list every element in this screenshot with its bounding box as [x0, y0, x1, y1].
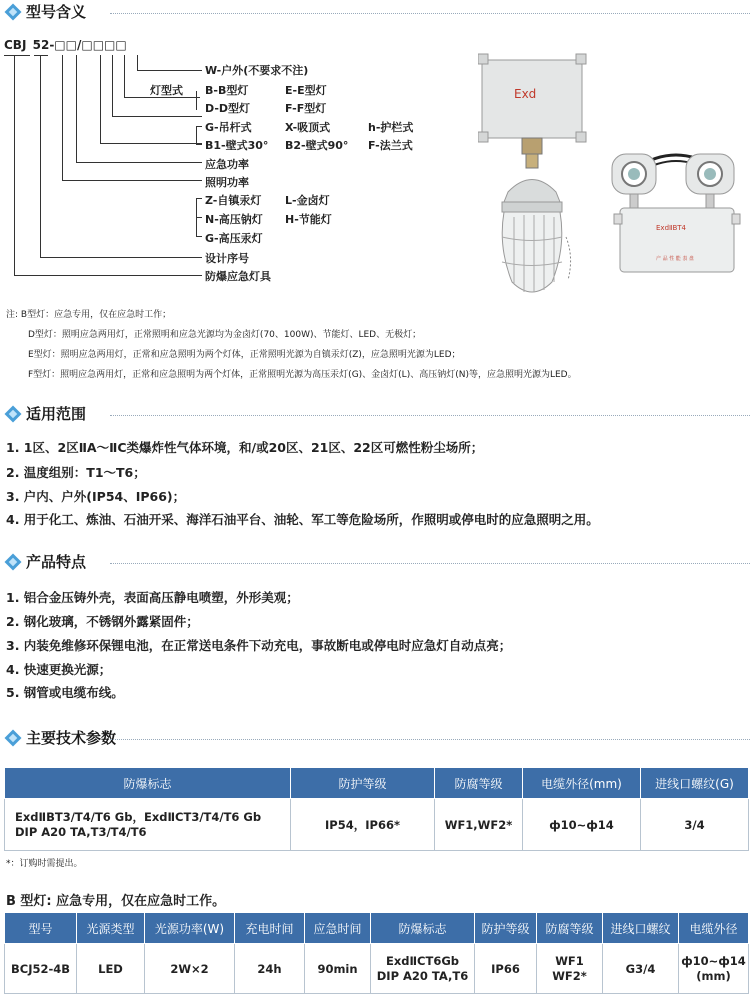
label-b-type: B-B型灯	[205, 84, 249, 97]
section-title: 适用范围	[26, 405, 87, 423]
section-title: 主要技术参数	[26, 729, 117, 747]
cell-charge: 24h	[235, 944, 305, 994]
header-cable: 电缆外径(mm)	[523, 768, 641, 799]
note-f-type: F型灯：照明应急两用灯，正常和应急照明为两个灯体，正常照明光源为高压汞灯(G)、金卤灯(L)、高压钠灯(N)等，应急照明光源为LED。	[28, 370, 577, 380]
scope-item-3: 3. 户内、户外(IP54、IP66)；	[6, 489, 186, 504]
cable-line: (mm)	[696, 968, 731, 983]
header-emergency: 应急时间	[305, 913, 371, 944]
cell-ip: IP66	[475, 944, 537, 994]
header-wf: 防腐等级	[435, 768, 523, 799]
feature-item-2: 2. 钢化玻璃，不锈钢外露紧固件；	[6, 614, 199, 629]
table-row	[5, 799, 749, 851]
cell-cable: ф10~ф14	[523, 799, 641, 851]
exdiibt4-logo: ExdⅡBT4	[656, 224, 686, 232]
cell-source: LED	[77, 944, 145, 994]
exd-logo: Exd	[514, 87, 537, 101]
cell-ex-mark	[371, 944, 475, 994]
label-l-halide: L-金卤灯	[285, 194, 330, 207]
section-scope-heading	[0, 404, 750, 426]
header-ex-mark: 防爆标志	[5, 768, 291, 799]
note-e-type: E型灯：照明应急两用灯，正常和应急照明为两个灯体，正常照明光源为自镇汞灯(Z)，应急照明光源为LED；	[28, 350, 461, 360]
nameplate: 产 品 性 能 表 盘	[656, 256, 694, 262]
note-b-type: 注: B型灯：应急专用，仅在应急时工作；	[6, 310, 172, 320]
label-g-pendant: G-吊杆式	[205, 121, 252, 134]
scope-item-2: 2. 温度组别：T1～T6；	[6, 465, 146, 480]
code-slash: /	[76, 38, 82, 52]
label-h-guard: h-护栏式	[368, 121, 414, 134]
cell-wf	[537, 944, 603, 994]
code-prefix: CBJ	[4, 38, 27, 52]
param-table-header	[5, 768, 749, 799]
label-n-sodium: N-高压钠灯	[205, 213, 263, 226]
ex-mark-line: DIP A20 TA,T3/T4/T6	[15, 824, 147, 839]
header-ex-mark: 防爆标志	[371, 913, 475, 944]
header-ip: 防护等级	[291, 768, 435, 799]
section-title: 型号含义	[26, 3, 87, 21]
table-row	[5, 944, 749, 994]
header-ip: 防护等级	[475, 913, 537, 944]
feature-item-5: 5. 钢管或电缆布线。	[6, 685, 124, 700]
section-params-heading	[0, 728, 750, 750]
label-f-flange: F-法兰式	[368, 139, 413, 152]
section-features-heading	[0, 552, 750, 574]
cell-wf: WF1,WF2*	[435, 799, 523, 851]
header-model: 型号	[5, 913, 77, 944]
code-boxes-1: □□	[54, 38, 77, 52]
header-power: 光源功率(W)	[145, 913, 235, 944]
diamond-icon	[5, 730, 22, 747]
diamond-icon	[5, 554, 22, 571]
cable-line: ф10~ф14	[681, 953, 746, 968]
param-table	[4, 767, 749, 851]
feature-item-3: 3. 内装免维修环保锂电池，在正常送电条件下动充电，事故断电或停电时应急灯自动点亮；	[6, 638, 512, 653]
header-thread: 进线口螺纹(G)	[641, 768, 749, 799]
divider	[110, 415, 750, 416]
label-b2-wall: B2-壁式90°	[285, 139, 349, 152]
feature-item-1: 1. 铝合金压铸外壳，表面高压静电喷塑，外形美观；	[6, 590, 299, 605]
label-design-no: 设计序号	[205, 252, 249, 265]
cell-cable	[679, 944, 749, 994]
b-table-header	[5, 913, 749, 944]
header-thread: 进线口螺纹	[603, 913, 679, 944]
header-wf: 防腐等级	[537, 913, 603, 944]
pendant-lamp-image	[478, 52, 588, 304]
label-h-saving: H-节能灯	[285, 213, 332, 226]
divider	[110, 13, 750, 14]
diamond-icon	[5, 406, 22, 423]
label-x-ceiling: X-吸顶式	[285, 121, 331, 134]
label-g-hpmercury: G-高压汞灯	[205, 232, 263, 245]
ex-mark-line: ExdⅡCT6Gb	[385, 953, 460, 968]
cell-power: 2W×2	[145, 944, 235, 994]
label-lighting-power: 照明功率	[205, 176, 249, 189]
scope-item-1: 1. 1区、2区ⅡA～ⅡC类爆炸性气体环境，和/或20区、21区、22区可燃性粉尘场所；	[6, 440, 484, 455]
code-digits: 52	[32, 38, 50, 52]
scope-item-4: 4. 用于化工、炼油、石油开采、海洋石油平台、油轮、军工等危险场所，作照明或停电时的应急照明之用。	[6, 512, 599, 527]
section-title: 产品特点	[26, 553, 87, 571]
cell-ex-mark	[5, 799, 291, 851]
label-e-type: E-E型灯	[285, 84, 327, 97]
code-boxes-2: □□□□	[81, 38, 127, 52]
cell-ip: IP54，IP66*	[291, 799, 435, 851]
label-d-type: D-D型灯	[205, 102, 251, 115]
label-f-type: F-F型灯	[285, 102, 327, 115]
label-product: 防爆应急灯具	[205, 270, 271, 283]
footnote: *：订购时需提出。	[6, 859, 83, 869]
label-b1-wall: B1-壁式30°	[205, 139, 269, 152]
wf-line: WF2*	[552, 968, 587, 983]
feature-item-4: 4. 快速更换光源；	[6, 662, 112, 677]
header-cable: 电缆外径	[679, 913, 749, 944]
label-emergency-power: 应急功率	[205, 158, 249, 171]
section-model-heading	[0, 2, 750, 24]
label-type-title: 灯型式	[150, 84, 183, 97]
divider	[110, 739, 750, 740]
ex-mark-line: ExdⅡBT3/T4/T6 Gb，ExdⅡCT3/T4/T6 Gb	[15, 809, 262, 824]
twin-emergency-lamp-image	[606, 148, 748, 278]
note-d-type: D型灯：照明应急两用灯，正常照明和应急光源均为金卤灯(70、100W)、节能灯、LED、无极灯；	[28, 330, 422, 340]
b-type-table	[4, 912, 749, 994]
header-source: 光源类型	[77, 913, 145, 944]
header-charge: 充电时间	[235, 913, 305, 944]
label-outdoor: W-户外(不要求不注)	[205, 64, 309, 77]
cell-thread: G3/4	[603, 944, 679, 994]
divider	[110, 563, 750, 564]
ex-mark-line: DIP A20 TA,T6	[376, 968, 469, 983]
b-type-heading: B 型灯: 应急专用，仅在应急时工作。	[6, 894, 226, 909]
cell-emergency: 90min	[305, 944, 371, 994]
code-sep: -	[49, 38, 55, 52]
label-z-mercury: Z-自镇汞灯	[205, 194, 262, 207]
cell-model: BCJ52-4B	[5, 944, 77, 994]
model-code	[4, 38, 127, 52]
cell-thread: 3/4	[641, 799, 749, 851]
diamond-icon	[5, 4, 22, 21]
wf-line: WF1	[555, 953, 584, 968]
battery-box	[620, 208, 734, 272]
